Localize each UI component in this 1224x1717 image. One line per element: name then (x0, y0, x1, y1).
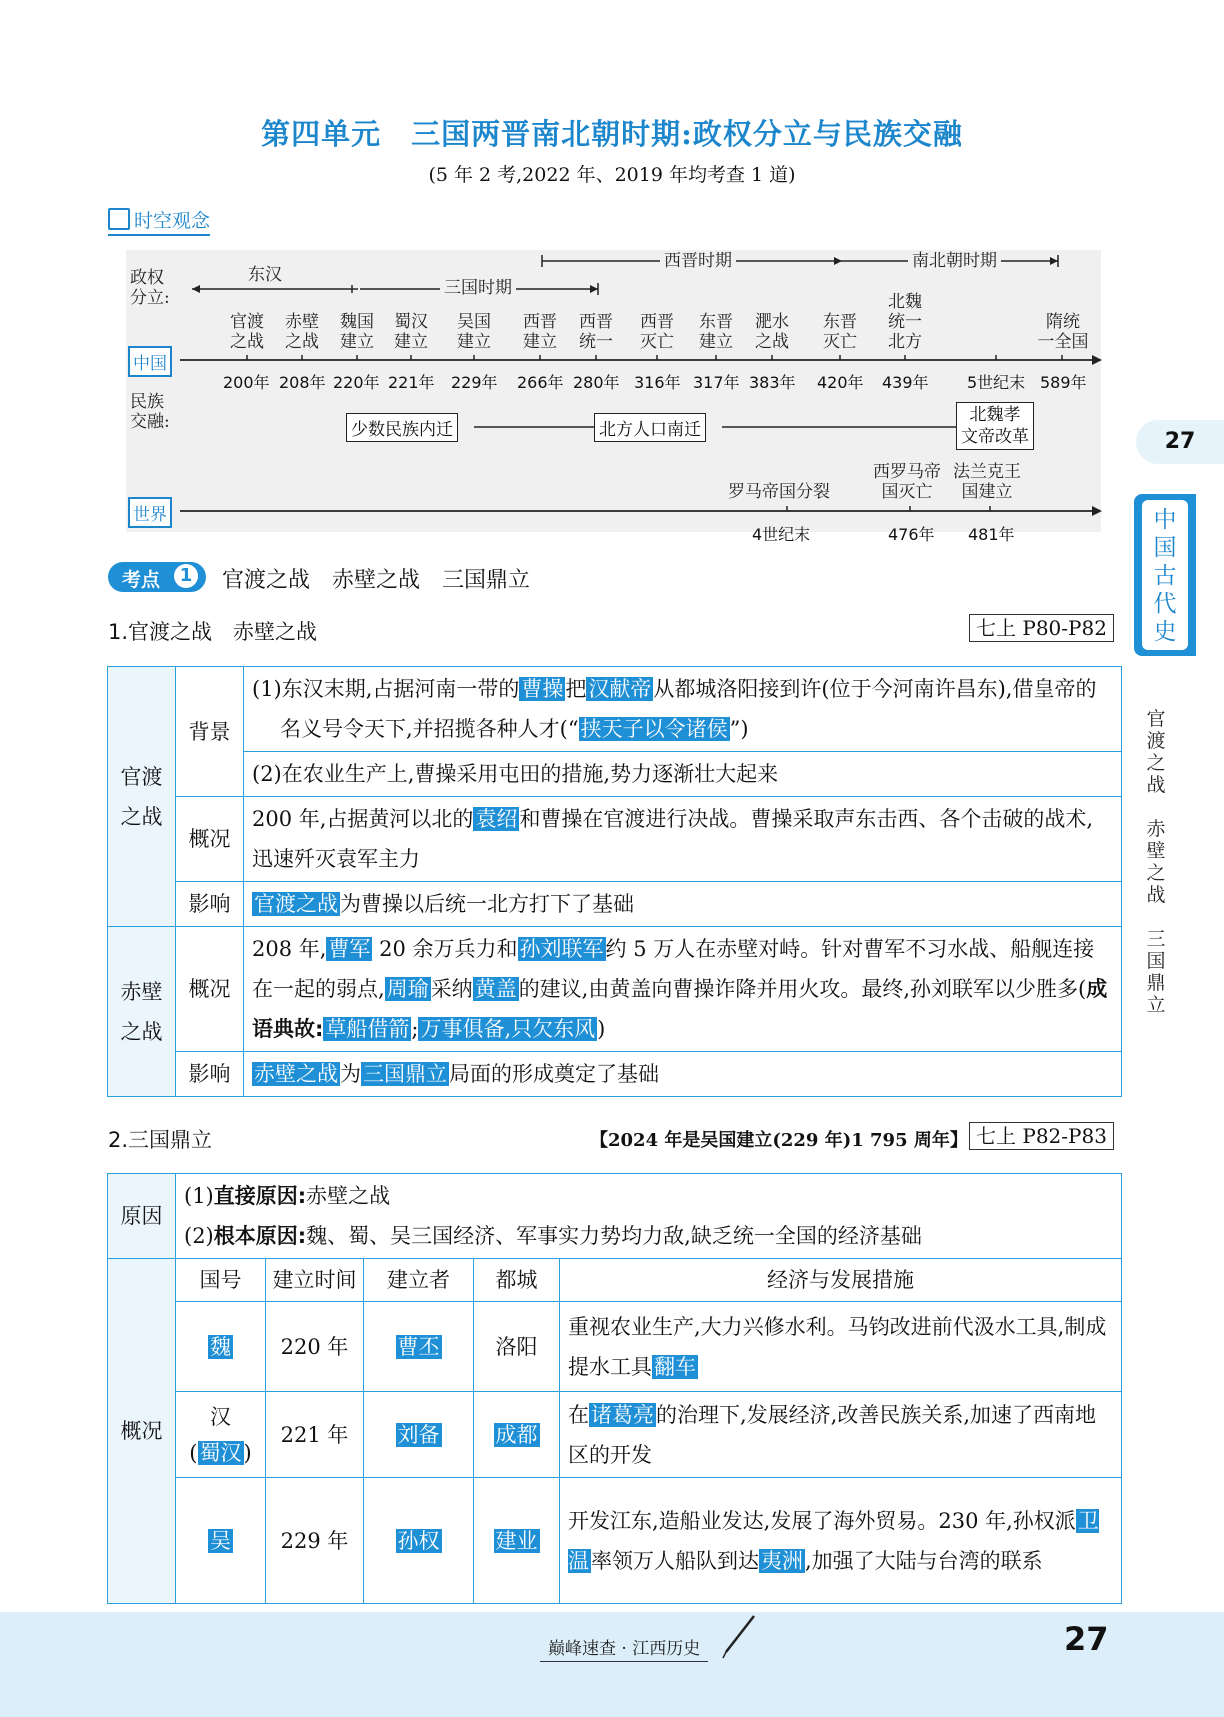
event-label: 北魏 统一 北方 (888, 292, 922, 352)
world-year: 4世纪末 (752, 525, 811, 544)
capital-cell: 成都 (474, 1392, 560, 1478)
world-event: 罗马帝国分裂 (728, 482, 830, 502)
event-year: 220年 (333, 373, 380, 392)
col-header: 都城 (474, 1259, 560, 1302)
col-header: 国号 (176, 1259, 266, 1302)
china-badge: 中国 (128, 346, 172, 377)
ethnic-box: 少数民族内迁 (346, 413, 458, 442)
event-year: 316年 (634, 373, 681, 392)
kaodian-number: 1 (174, 564, 198, 588)
event-year: 200年 (223, 373, 270, 392)
state-cell: 吴 (176, 1478, 266, 1604)
measure-cell: 开发江东,造船业发达,发展了海外贸易。230 年,孙权派卫温率领万人船队到达夷洲,加强了大陆与台湾的联系 (560, 1478, 1122, 1604)
event-label: 东晋 灭亡 (823, 312, 857, 352)
side-page-number: 27 (1136, 420, 1224, 464)
unit-subtitle: (5 年 2 考,2022 年、2019 年均考查 1 道) (428, 164, 796, 186)
cat-reason: 原因 (108, 1174, 176, 1259)
section2-note: 【2024 年是吴国建立(229 年)1 795 周年】 (590, 1130, 968, 1151)
world-event: 法兰克王 国建立 (953, 462, 1021, 502)
time-cell: 220 年 (266, 1302, 364, 1392)
measure-cell: 重视农业生产,大力兴修水利。马钧改进前代汲水工具,制成提水工具翻车 (560, 1302, 1122, 1392)
side-topic: 三国鼎立 (1146, 928, 1166, 1016)
col-header: 经济与发展措施 (560, 1259, 1122, 1302)
event-year: 5世纪末 (967, 373, 1026, 392)
state-cell: 魏 (176, 1302, 266, 1392)
battle-table (107, 666, 1122, 1097)
chibi-gk-cell: 208 年,曹军 20 余万兵力和孙刘联军约 5 万人在赤壁对峙。针对曹军不习水战、船舰连接在一起的弱点,周瑜采纳黄盖的建议,由黄盖向曹操诈降并用火攻。最终,孙刘联军以少胜多(成语典故:草船借箭;万事俱备,只欠东风) (244, 927, 1122, 1052)
footer-page-number: 27 (1064, 1620, 1109, 1658)
period-xijin: 西晋时期 (660, 251, 736, 271)
chibi-yx-cell: 赤壁之战为三国鼎立局面的形成奠定了基础 (244, 1052, 1122, 1097)
row-label-yx: 影响 (176, 882, 244, 927)
founder-cell: 孙权 (364, 1478, 474, 1604)
ethnic-label: 民族 交融: (130, 392, 170, 432)
reason-cell: (1)直接原因:赤壁之战 (2)根本原因:魏、蜀、吴三国经济、军事实力势均力敌,缺乏统一全国的经济基础 (176, 1174, 1122, 1259)
ethnic-box: 北方人口南迁 (594, 413, 706, 442)
footer-band (0, 1612, 1224, 1717)
pen-icon (720, 1610, 760, 1660)
section1-title: 1.官渡之战 赤壁之战 (108, 620, 318, 644)
bg-cell-2: (2)在农业生产上,曹操采用屯田的措施,势力逐渐壮大起来 (244, 752, 1122, 797)
footer-brand: 巅峰速查 · 江西历史 (540, 1634, 708, 1662)
founder-cell: 曹丕 (364, 1302, 474, 1392)
col-header: 建立时间 (266, 1259, 364, 1302)
sanguo-table (107, 1173, 1122, 1604)
side-topic: 官渡之战 (1146, 708, 1166, 796)
event-year: 229年 (451, 373, 498, 392)
event-year: 420年 (817, 373, 864, 392)
section2-ref: 七上 P82-P83 (969, 1122, 1114, 1150)
cat-gk: 概况 (108, 1259, 176, 1604)
col-header: 建立者 (364, 1259, 474, 1302)
cat-chibi: 赤壁 之战 (108, 927, 176, 1097)
side-topic: 赤壁之战 (1146, 818, 1166, 906)
event-label: 东晋 建立 (699, 312, 733, 352)
event-year: 266年 (517, 373, 564, 392)
event-year: 589年 (1040, 373, 1087, 392)
event-year: 208年 (279, 373, 326, 392)
world-badge: 世界 (128, 497, 172, 528)
ethnic-box: 北魏孝 文帝改革 (956, 402, 1034, 450)
state-cell: 汉 (蜀汉) (176, 1392, 266, 1478)
period-donghan: 东汉 (248, 265, 282, 285)
unit-title: 第四单元 三国两晋南北朝时期:政权分立与民族交融 (261, 117, 963, 151)
event-label: 西晋 统一 (579, 312, 613, 352)
kaodian-label: 考点 (122, 569, 161, 591)
event-label: 西晋 建立 (523, 312, 557, 352)
row-label-yx: 影响 (176, 1052, 244, 1097)
kaodian-heading: 官渡之战 赤壁之战 三国鼎立 (222, 568, 531, 593)
side-tab-label: 中国古代史 (1142, 500, 1188, 650)
guandu-yx-cell: 官渡之战为曹操以后统一北方打下了基础 (244, 882, 1122, 927)
timeline-lines (0, 0, 1224, 560)
event-label: 吴国 建立 (457, 312, 491, 352)
section2-title: 2.三国鼎立 (108, 1128, 213, 1152)
event-label: 淝水 之战 (755, 312, 789, 352)
world-year: 481年 (968, 525, 1015, 544)
guandu-gk-cell: 200 年,占据黄河以北的袁绍和曹操在官渡进行决战。曹操采取声东击西、各个击破的战术,迅速歼灭袁军主力 (244, 797, 1122, 882)
event-year: 383年 (749, 373, 796, 392)
time-cell: 221 年 (266, 1392, 364, 1478)
capital-cell: 洛阳 (474, 1302, 560, 1392)
kaodian-pill (108, 562, 206, 592)
event-year: 221年 (388, 373, 435, 392)
row-label-gk: 概况 (176, 927, 244, 1052)
period-nanbei: 南北朝时期 (908, 251, 1001, 271)
founder-cell: 刘备 (364, 1392, 474, 1478)
bg-cell-1: (1)东汉末期,占据河南一带的曹操把汉献帝从都城洛阳接到许(位于今河南许昌东),借皇帝的名义号令天下,并招揽各种人才(“挟天子以令诸侯”) (244, 667, 1122, 752)
event-year: 439年 (882, 373, 929, 392)
period-sanguo: 三国时期 (440, 278, 516, 298)
row-label-bg: 背景 (176, 667, 244, 797)
event-label: 赤壁 之战 (285, 312, 319, 352)
spacetime-text: 时空观念 (134, 210, 211, 232)
time-cell: 229 年 (266, 1478, 364, 1604)
cat-guandu: 官渡 之战 (108, 667, 176, 927)
event-label: 魏国 建立 (340, 312, 374, 352)
event-label: 官渡 之战 (230, 312, 264, 352)
measure-cell: 在诸葛亮的治理下,发展经济,改善民族关系,加速了西南地区的开发 (560, 1392, 1122, 1478)
world-event: 西罗马帝 国灭亡 (873, 462, 941, 502)
event-label: 西晋 灭亡 (640, 312, 674, 352)
event-year: 317年 (693, 373, 740, 392)
politics-label: 政权 分立: (130, 268, 170, 308)
world-year: 476年 (888, 525, 935, 544)
capital-cell: 建业 (474, 1478, 560, 1604)
event-label: 蜀汉 建立 (394, 312, 428, 352)
row-label-gk: 概况 (176, 797, 244, 882)
section1-ref: 七上 P80-P82 (969, 614, 1114, 642)
event-label: 隋统 一全国 (1037, 312, 1089, 352)
event-year: 280年 (573, 373, 620, 392)
